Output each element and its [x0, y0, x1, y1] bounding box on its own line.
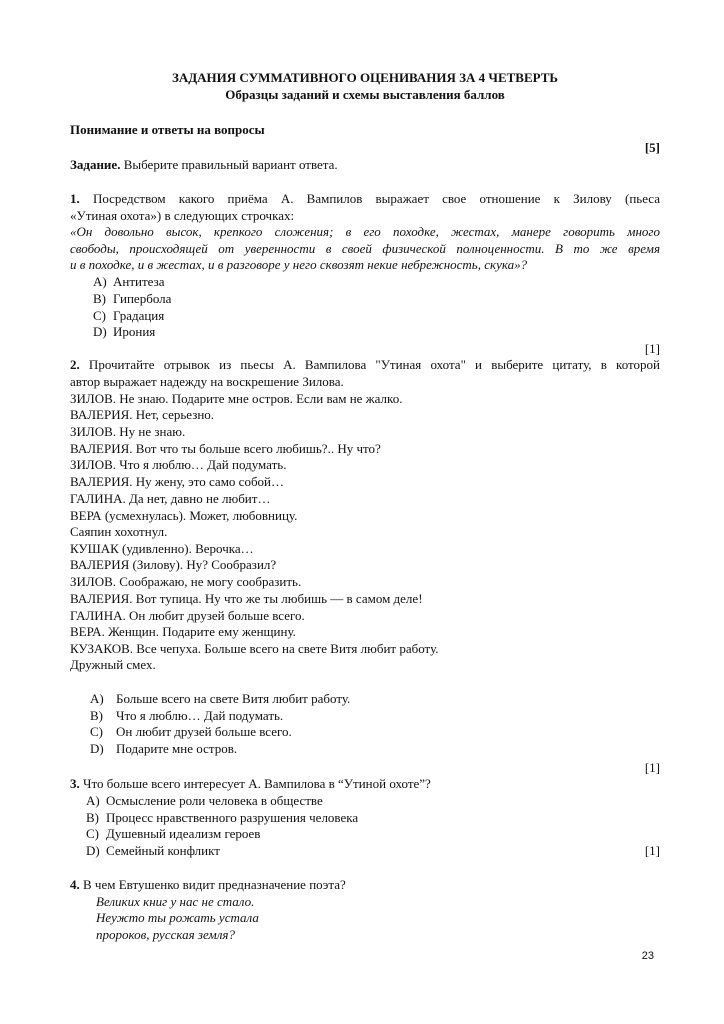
dialogue-line: ВАЛЕРИЯ (Зилову). Ну? Сообразил?	[70, 557, 277, 572]
q2-text-line2: автор выражает надежду на воскрешение Зилова.	[70, 374, 344, 389]
dialogue-line: ВАЛЕРИЯ. Вот что ты больше всего любишь?.. Ну что?	[70, 441, 381, 456]
q1-quote-line: и в походке, и в жестах, и в разговоре у него сквозят некие небрежность, скука»?	[70, 257, 528, 272]
dialogue-line: Дружный смех.	[70, 657, 156, 672]
dialogue-line: Саяпин хохотнул.	[70, 524, 168, 539]
q2-text: 2. Прочитайте отрывок из пьесы А. Вампилова "Утиная охота" и выберите цитату, в которой	[70, 357, 660, 372]
task-text: Выберите правильный вариант ответа.	[120, 157, 338, 172]
q4-text: 4. В чем Евтушенко видит предназначение поэта?	[70, 877, 346, 892]
dialogue-line: ГАЛИНА. Он любит друзей больше всего.	[70, 608, 305, 623]
q3-text: 3. Что больше всего интересует А. Вампилова в “Утиной охоте”?	[70, 776, 431, 791]
q1-text-line2: «Утиная охота») в следующих строчках:	[70, 208, 295, 223]
dialogue-line: ВАЛЕРИЯ. Ну жену, это само собой…	[70, 474, 285, 489]
q1-number: 1.	[70, 191, 80, 206]
dialogue-line: ЗИЛОВ. Соображаю, не могу сообразить.	[70, 574, 302, 589]
q2-score: [1]	[644, 760, 660, 775]
document-subtitle: Образцы заданий и схемы выставления баллов	[225, 87, 505, 102]
dialogue-line: ЗИЛОВ. Не знаю. Подарите мне остров. Если вам не жалко.	[70, 391, 403, 406]
q3-number: 3.	[70, 776, 80, 791]
q4-poem-line: пророков, русская земля?	[96, 927, 235, 942]
section-title: Понимание и ответы на вопросы	[70, 122, 265, 137]
q1-option-d: D) Ирония	[93, 324, 156, 339]
dialogue-line: КУШАК (удивленно). Верочка…	[70, 541, 254, 556]
q2-option-d: D) Подарите мне остров.	[90, 741, 238, 756]
dialogue-line: ЗИЛОВ. Что я люблю… Дай подумать.	[70, 457, 287, 472]
dialogue-line: ЗИЛОВ. Ну не знаю.	[70, 424, 186, 439]
task-instruction	[70, 157, 660, 173]
q2-option-b: B) Что я люблю… Дай подумать.	[90, 708, 284, 723]
q2-number: 2.	[70, 357, 80, 372]
q3-score: [1]	[644, 843, 660, 858]
q3-option-c: C) Душевный идеализм героев	[86, 826, 261, 841]
dialogue-line: ВАЛЕРИЯ. Нет, серьезно.	[70, 407, 215, 422]
q1-quote-line: свободы, происходящей от уверенности в своей физической полноценности. В то же время	[70, 241, 660, 256]
dialogue-line: ВЕРА. Женщин. Подарите ему женщину.	[70, 624, 296, 639]
document-title: ЗАДАНИЯ СУММАТИВНОГО ОЦЕНИВАНИЯ ЗА 4 ЧЕТВЕРТЬ	[171, 70, 559, 85]
q4-poem-line: Неужто ты рожать устала	[96, 910, 259, 925]
dialogue-line: ВЕРА (усмехнулась). Может, любовницу.	[70, 508, 298, 523]
q2-option-a: A) Больше всего на свете Витя любит работу.	[90, 691, 351, 706]
page-number: 23	[641, 950, 654, 962]
q1-score: [1]	[644, 341, 660, 356]
q1-option-c: C) Градация	[93, 308, 165, 323]
q4-poem-line: Великих книг у нас не стало.	[96, 894, 255, 909]
q2-option-c: C) Он любит друзей больше всего.	[90, 724, 292, 739]
task-label: Задание.	[70, 157, 121, 172]
dialogue-line: ГАЛИНА. Да нет, давно не любит…	[70, 491, 271, 506]
q1-option-b: B) Гипербола	[93, 291, 172, 306]
q1-quote-line: «Он довольно высок, крепкого сложения; в его походке, жестах, манере говорить много	[70, 224, 660, 239]
q4-number: 4.	[70, 877, 80, 892]
dialogue-line: КУЗАКОВ. Все чепуха. Больше всего на свете Витя любит работу.	[70, 641, 439, 656]
q3-option-a: A) Осмысление роли человека в обществе	[86, 793, 323, 808]
q1-text: 1. Посредством какого приёма А. Вампилов выражает свое отношение к Зилову (пьеса	[70, 191, 660, 206]
dialogue-line: ВАЛЕРИЯ. Вот тупица. Ну что же ты любишь — в самом деле!	[70, 591, 423, 606]
section-score: [5]	[644, 140, 660, 155]
q3-option-d: D) Семейный конфликт	[86, 843, 220, 858]
q3-option-b: B) Процесс нравственного разрушения человека	[86, 810, 359, 825]
q1-option-a: A) Антитеза	[93, 274, 165, 289]
